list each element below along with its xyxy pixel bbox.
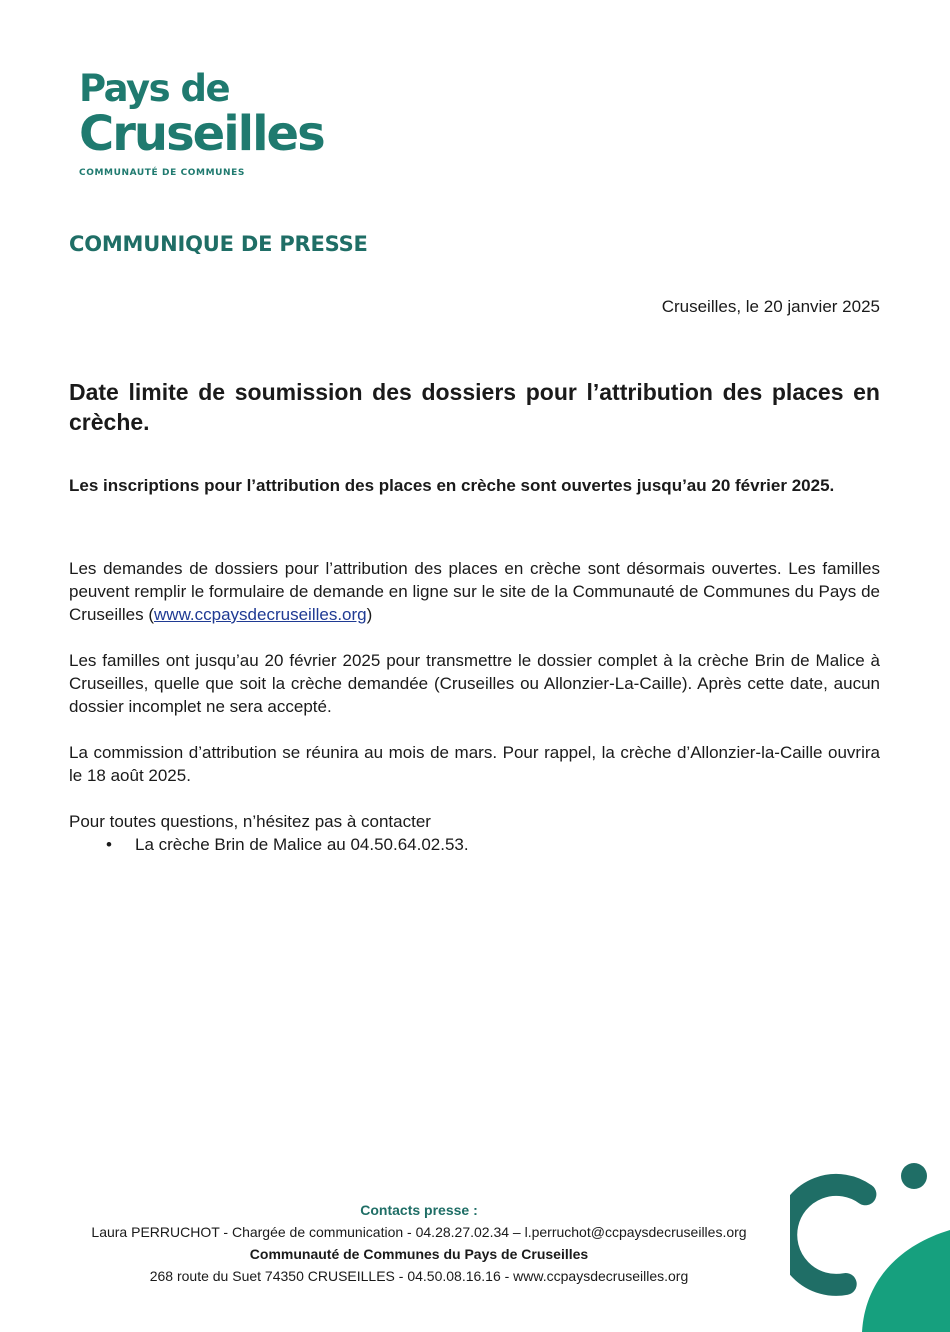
- date-line: Cruseilles, le 20 janvier 2025: [661, 297, 880, 316]
- logo-line-2: Cruseilles: [79, 106, 324, 162]
- paragraph-4: Pour toutes questions, n’hésitez pas à contacter: [69, 812, 431, 831]
- list-item: [106, 833, 880, 856]
- paragraph-1-text: Les demandes de dossiers pour l’attribution des places en crèche sont désormais ouvertes. Les familles peuvent remplir le formulaire de demande en ligne sur le site de la Communauté de Communes du Pays de Cruseilles (: [69, 559, 880, 624]
- headline: Date limite de soumission des dossiers pour l’attribution des places en crèche.: [69, 379, 880, 435]
- contact-line: Laura PERRUCHOT - Chargée de communication - 04.28.27.02.34 – l.perruchot@ccpaysdecruseilles.org: [91, 1224, 747, 1240]
- dot-shape: [901, 1163, 927, 1189]
- list-item-text: La crèche Brin de Malice au 04.50.64.02.53.: [135, 835, 469, 854]
- press-release-title: COMMUNIQUE DE PRESSE: [69, 232, 368, 256]
- green-wedge-shape: [862, 1230, 950, 1332]
- bullet-icon: •: [106, 835, 112, 854]
- paragraph-1: [69, 557, 880, 626]
- contacts-label: Contacts presse :: [360, 1202, 478, 1218]
- paragraph-2: Les familles ont jusqu’au 20 février 2025 pour transmettre le dossier complet à la crèche Brin de Malice à Cruseilles, quelle que soit la crèche demandée (Cruseilles ou Allonzier-La-Caille). Après cette date, aucun dossier incomplet ne sera accepté.: [69, 651, 880, 716]
- website-link[interactable]: www.ccpaysdecruseilles.org: [154, 605, 367, 624]
- body-text: [69, 557, 880, 856]
- c-arc-shape: [790, 1185, 865, 1285]
- brand-logo: [79, 67, 324, 178]
- paragraph-3: La commission d’attribution se réunira au mois de mars. Pour rappel, la crèche d’Allonzier-la-Caille ouvrira le 18 août 2025.: [69, 743, 880, 785]
- lead-paragraph: Les inscriptions pour l’attribution des places en crèche sont ouvertes jusqu’au 20 février 2025.: [69, 476, 835, 495]
- paragraph-1-close: ): [366, 605, 373, 624]
- address-line: 268 route du Suet 74350 CRUSEILLES - 04.50.08.16.16 - www.ccpaysdecruseilles.org: [149, 1268, 689, 1284]
- logo-line-1: Pays de: [79, 67, 230, 110]
- brand-c-monogram-icon: [790, 1150, 950, 1332]
- org-name: Communauté de Communes du Pays de Cruseilles: [249, 1246, 589, 1262]
- logo-tagline: COMMUNAUTÉ DE COMMUNES: [79, 168, 246, 178]
- footer: [0, 1199, 838, 1287]
- contact-list: [69, 833, 880, 856]
